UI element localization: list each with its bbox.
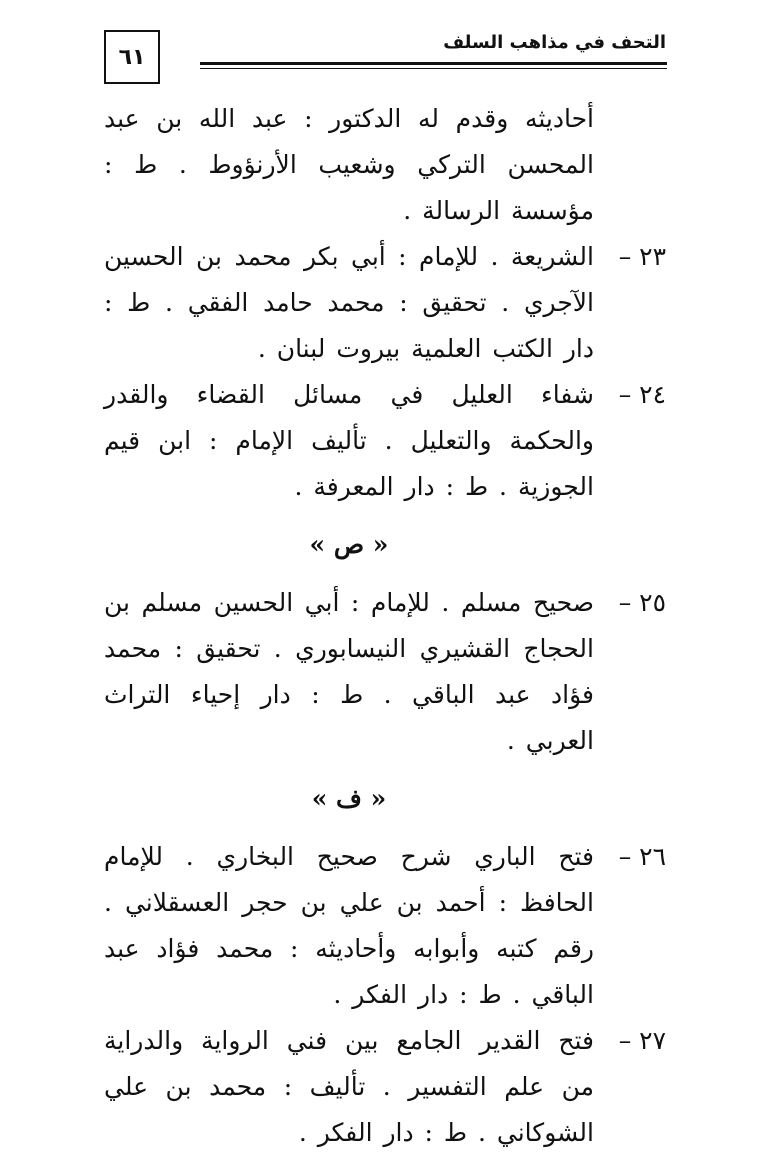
- entry-text: صحيح مسلم . للإمام : أبي الحسين مسلم بن الحجاج القشيري النيسابوري . تحقيق : محمد فؤاد عبد الباقي . ط : دار إحياء التراث العربي .: [104, 588, 594, 755]
- entry-text: فتح الباري شرح صحيح البخاري . للإمام الحافظ : أحمد بن علي بن حجر العسقلاني . رقم كتبه وأبوابه وأحاديثه : محمد فؤاد عبد الباقي . ط : دار الفكر .: [104, 842, 594, 1009]
- entry-text: شفاء العليل في مسائل القضاء والقدر والحكمة والتعليل . تأليف الإمام : ابن قيم الجوزية . ط : دار المعرفة .: [104, 380, 594, 501]
- entry-number: ٢٣ –: [618, 242, 666, 271]
- bibliography-entry-continued: [104, 96, 666, 234]
- entry-number: ٢٤ –: [618, 380, 666, 409]
- entry-text: الشريعة . للإمام : أبي بكر محمد بن الحسين الآجري . تحقيق : محمد حامد الفقي . ط : دار الكتب العلمية بيروت لبنان .: [104, 242, 594, 363]
- page-number-box: [104, 30, 160, 84]
- section-heading-sad: « ص »: [309, 530, 389, 559]
- bibliography-entry-23: [104, 234, 666, 372]
- entry-number: ٢٦ –: [618, 842, 666, 871]
- entry-number: ٢٧ –: [618, 1026, 666, 1055]
- header-rule-thick: [200, 62, 667, 65]
- bibliography-entry-27: [104, 1018, 666, 1156]
- bibliography-entry-25: [104, 580, 666, 764]
- page-number: ٦١: [118, 44, 146, 70]
- bibliography-entry-24: [104, 372, 666, 510]
- bibliography-entry-26: [104, 834, 666, 1018]
- header-rule-thin: [200, 68, 667, 69]
- entry-text: أحاديثه وقدم له الدكتور : عبد الله بن عبد المحسن التركي وشعيب الأرنؤوط . ط : مؤسسة الرسالة .: [104, 104, 594, 225]
- bibliography-list: [104, 96, 666, 1156]
- section-heading-fa: « ف »: [311, 784, 387, 813]
- entry-text: فتح القدير الجامع بين فني الرواية والدراية من علم التفسير . تأليف : محمد بن علي الشوكاني . ط : دار الفكر .: [104, 1026, 594, 1147]
- running-header-title: التحف في مذاهب السلف: [443, 32, 666, 53]
- entry-number: ٢٥ –: [618, 588, 666, 617]
